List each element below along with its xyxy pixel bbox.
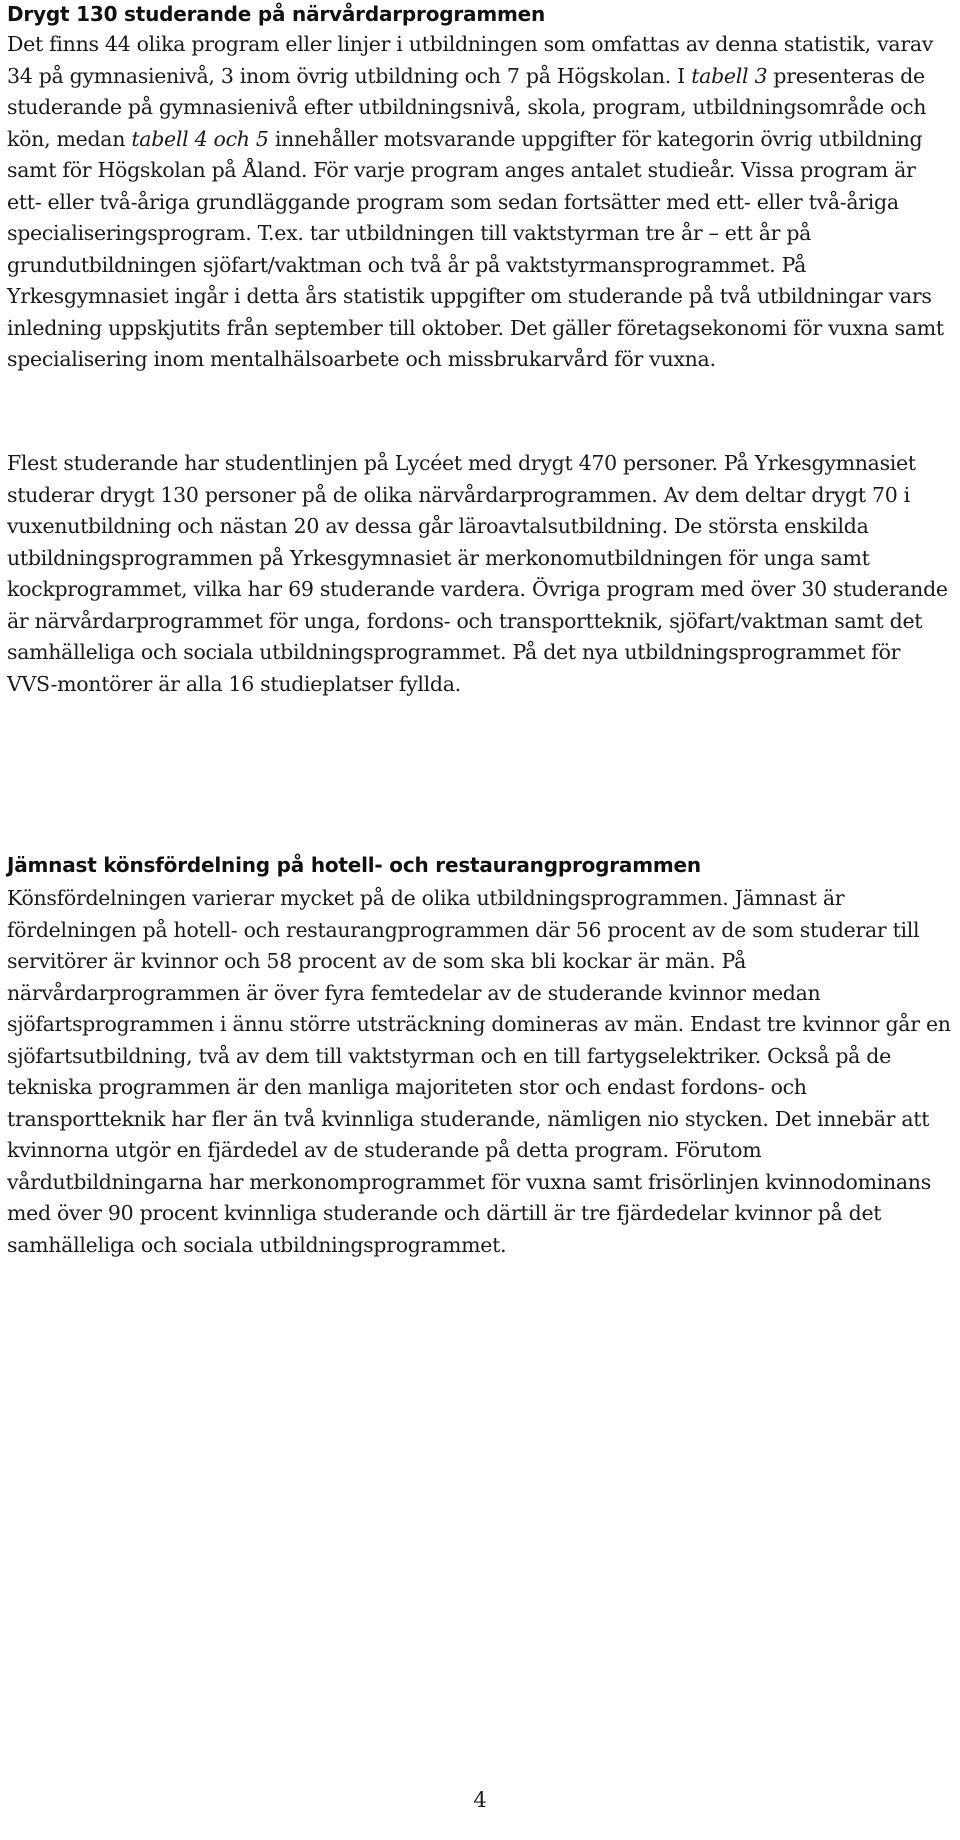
section-students-nursing: [7, 0, 955, 376]
page-number: 4: [473, 1788, 487, 1812]
paragraph-text: Det finns 44 olika program eller linjer i utbildningen som omfattas av denna statistik, varav 34 på gymnasienivå, 3 inom övrig utbildning och 7 på Högskolan. I: [7, 32, 934, 88]
section-most-students: [7, 448, 955, 700]
body-paragraph: Könsfördelningen varierar mycket på de olika utbildningsprogrammen. Jämnast är fördelningen på hotell- och restaurangprogrammen där 56 procent av de som studerar till servitörer är kvinnor och 58 procent av de som ska bli kockar är män. På närvårdarprogrammen är över fyra femtedelar av de studerande kvinnor medan sjöfartsprogrammen i ännu större utsträckning domineras av män. Endast tre kvinnor går en sjöfartsutbildning, två av dem till vaktstyrman och en till fartygselektriker. Också på de tekniska programmen är den manliga majoriteten stor och endast fordons- och transportteknik har fler än två kvinnliga studerande, nämligen nio stycken. Det innebär att kvinnorna utgör en fjärdedel av de studerande på detta program. Förutom vårdutbildningarna har merkonomprogrammet för vuxna samt frisörlinjen kvinnodominans med över 90 procent kvinnliga studerande och därtill är tre fjärdedelar kvinnor på det samhälleliga och sociala utbildningsprogrammet.: [7, 886, 951, 1257]
section-heading: Drygt 130 studerande på närvårdarprogrammen: [7, 2, 546, 26]
paragraph-text: presenteras de studerande på gymnasienivå efter utbildningsnivå, skola, program, utbildningsområde och kön, medan: [7, 63, 927, 151]
table-reference: tabell 4 och 5: [131, 126, 269, 151]
body-paragraph: Flest studerande har studentlinjen på Lycéet med drygt 470 personer. På Yrkesgymnasiet studerar drygt 130 personer på de olika närvårdarprogrammen. Av dem deltar drygt 70 i vuxenutbildning och nästan 20 av dessa går läroavtalsutbildning. De största enskilda utbildningsprogrammen på Yrkesgymnasiet är merkonomutbildningen för unga samt kockprogrammet, vilka har 69 studerande vardera. Övriga program med över 30 studerande är närvårdarprogrammet för unga, fordons- och transportteknik, sjöfart/vaktman samt det samhälleliga och sociala utbildningsprogrammet. På det nya utbildningsprogrammet för VVS-montörer är alla 16 studieplatser fyllda.: [7, 451, 948, 696]
table-reference: tabell 3: [691, 63, 768, 88]
paragraph-text: innehåller motsvarande uppgifter för kategorin övrig utbildning samt för Högskolan på Åland. För varje program anges antalet studieår. Vissa program är ett- eller två-åriga grundläggande program som sedan fortsätter med ett- eller två-åriga specialiseringsprogram. T.ex. tar utbildningen till vaktstyrman tre år – ett år på grundutbildningen sjöfart/vaktman och två år på vaktstyrmansprogrammet. På Yrkesgymnasiet ingår i detta års statistik uppgifter om studerande på två utbildningar vars inledning uppskjutits från september till oktober. Det gäller företagsekonomi för vuxna samt specialisering inom mentalhälsoarbete och missbrukarvård för vuxna.: [7, 126, 944, 371]
section-gender-distribution: [7, 851, 955, 1261]
body-paragraph: [7, 29, 955, 376]
section-heading: Jämnast könsfördelning på hotell- och restaurangprogrammen: [7, 853, 701, 877]
